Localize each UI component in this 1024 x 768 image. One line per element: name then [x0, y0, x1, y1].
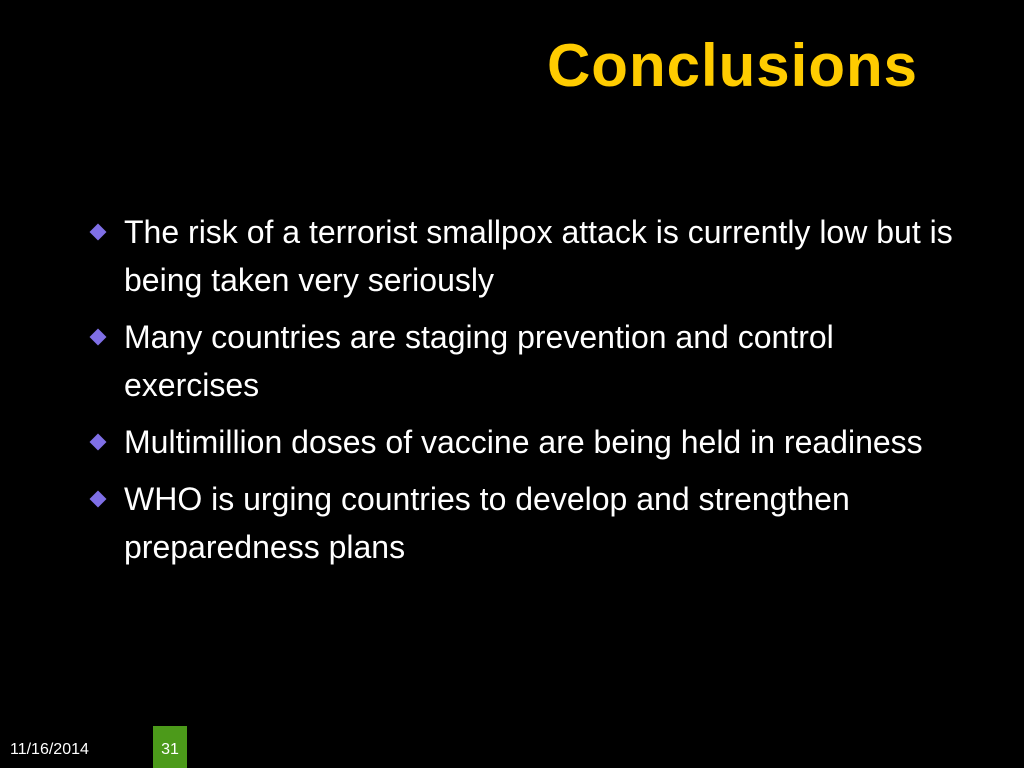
- bullet-text: The risk of a terrorist smallpox attack is currently low but is being taken very seriously: [124, 214, 953, 298]
- bullet-text: Multimillion doses of vaccine are being held in readiness: [124, 424, 923, 460]
- bullet-item: [90, 418, 970, 466]
- bullet-item: [90, 475, 970, 571]
- bullet-item: [90, 313, 970, 409]
- bullet-item: [90, 208, 970, 304]
- bullet-text: WHO is urging countries to develop and strengthen preparedness plans: [124, 481, 850, 565]
- bullet-list: [90, 208, 970, 580]
- footer-date: 11/16/2014: [10, 741, 89, 758]
- diamond-bullet-icon: [90, 329, 107, 346]
- page-number-badge: 31: [153, 726, 187, 768]
- bullet-text: Many countries are staging prevention and control exercises: [124, 319, 834, 403]
- slide-title: Conclusions: [546, 32, 918, 99]
- diamond-bullet-icon: [90, 434, 107, 451]
- diamond-bullet-icon: [90, 224, 107, 241]
- diamond-bullet-icon: [90, 491, 107, 508]
